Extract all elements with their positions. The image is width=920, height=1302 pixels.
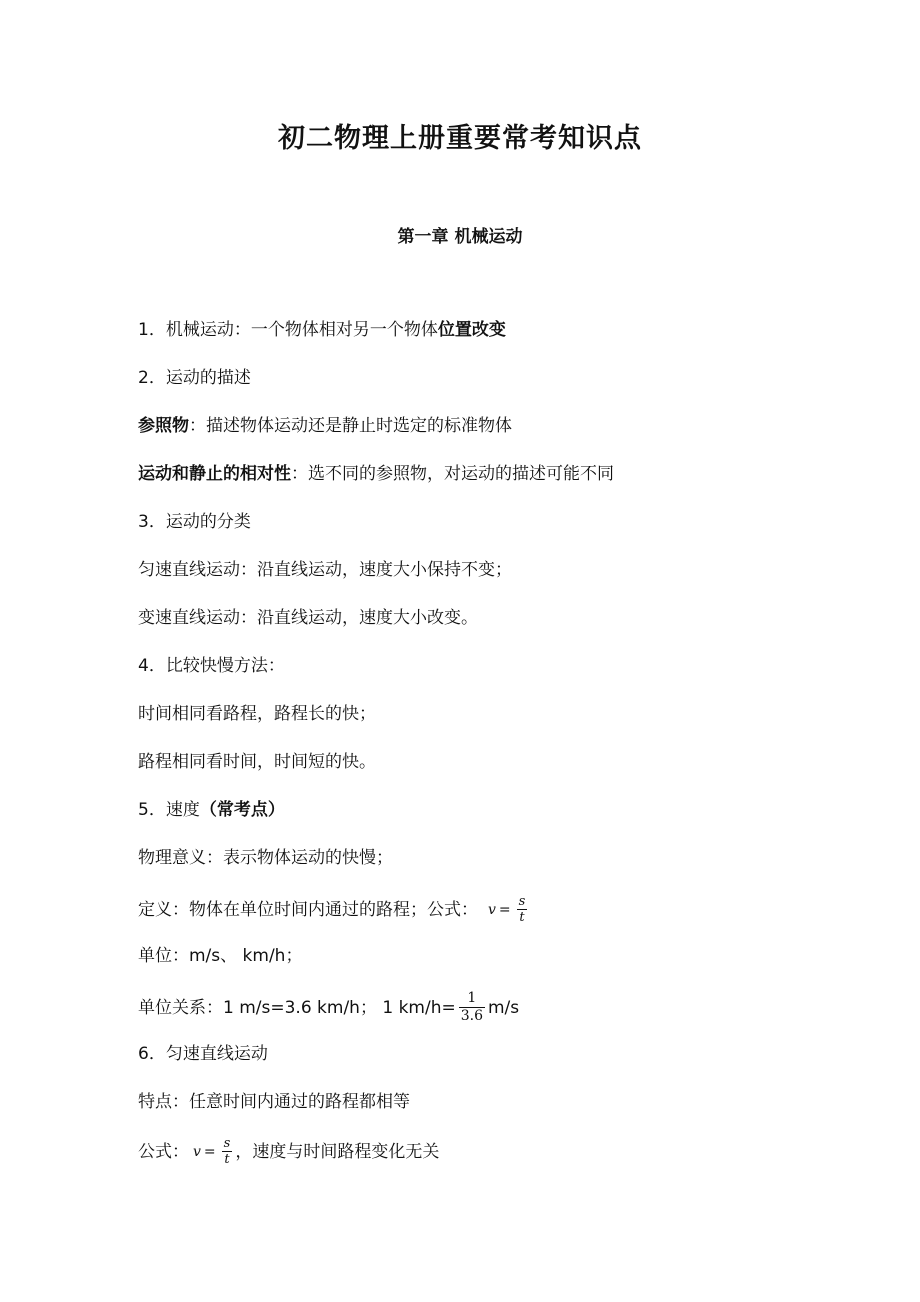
same-time-line [138, 702, 376, 726]
formula-eq: = [498, 901, 511, 918]
line-text: 匀速直线运动：沿直线运动，速度大小保持不变； [138, 560, 512, 580]
speed-formula [193, 1136, 235, 1167]
line-text: 路程相同看时间，时间短的快。 [138, 752, 376, 772]
variable-motion-line [138, 606, 478, 630]
formula-lhs: v [193, 1143, 201, 1160]
definition-line [138, 894, 530, 925]
line-text: m/s [488, 997, 520, 1018]
fraction-numerator: s [223, 1136, 231, 1151]
point-uniform-linear-motion [138, 1042, 268, 1066]
line-text: 1．机械运动：一个物体相对另一个物体 [138, 320, 438, 340]
physical-meaning-line [138, 846, 393, 870]
point-mechanical-motion [138, 318, 506, 342]
bold-term: 位置改变 [437, 320, 506, 340]
line-text: 变速直线运动：沿直线运动，速度大小改变。 [138, 608, 478, 628]
line-text: 特点：任意时间内通过的路程都相等 [138, 1092, 410, 1112]
line-text: ：选不同的参照物，对运动的描述可能不同 [291, 464, 614, 484]
units-line [138, 944, 302, 968]
relativity-line [138, 462, 614, 486]
document-title: 初二物理上册重要常考知识点 [278, 123, 642, 154]
fraction [459, 990, 485, 1025]
line-text: ，速度与时间路程变化无关 [235, 1141, 440, 1162]
chapter-heading: 第一章 机械运动 [397, 227, 523, 247]
line-text: 时间相同看路程，路程长的快； [138, 704, 376, 724]
fraction-numerator: 1 [467, 990, 477, 1006]
fraction-denominator: t [224, 1152, 230, 1167]
reference-object-line [138, 414, 512, 438]
bold-term: （常考点） [199, 800, 285, 820]
point-speed [138, 798, 285, 822]
bold-term: 参照物 [138, 416, 189, 436]
line-text: 3．运动的分类 [138, 512, 251, 532]
same-distance-line [138, 750, 376, 774]
line-text: ：描述物体运动还是静止时选定的标准物体 [189, 416, 512, 436]
line-text: 4．比较快慢方法： [138, 656, 285, 676]
uniform-motion-line [138, 558, 512, 582]
unit-relation-line [138, 990, 519, 1025]
characteristic-line [138, 1090, 410, 1114]
fraction-denominator: t [519, 910, 525, 925]
fraction [222, 1136, 233, 1167]
formula-lhs: v [488, 901, 496, 918]
speed-formula [488, 894, 530, 925]
bold-term: 运动和静止的相对性 [138, 464, 291, 484]
line-text: 公式： [138, 1141, 189, 1162]
line-text: 单位：m/s、 km/h； [138, 946, 303, 966]
formula-line [138, 1136, 439, 1167]
point-compare-speed [138, 654, 285, 678]
fraction-numerator: s [518, 894, 526, 909]
line-text: 5．速度 [138, 800, 200, 820]
fraction [517, 894, 528, 925]
fraction-denominator: 3.6 [460, 1008, 483, 1024]
line-text: 物理意义：表示物体运动的快慢； [138, 848, 393, 868]
point-motion-classification [138, 510, 251, 534]
formula-eq: = [203, 1143, 216, 1160]
line-text: 单位关系：1 m/s=3.6 km/h； 1 km/h= [138, 997, 456, 1018]
point-motion-description [138, 366, 251, 390]
line-text: 6．匀速直线运动 [138, 1044, 268, 1064]
line-text: 2．运动的描述 [138, 368, 251, 388]
line-text: 定义：物体在单位时间内通过的路程；公式： [138, 899, 478, 920]
